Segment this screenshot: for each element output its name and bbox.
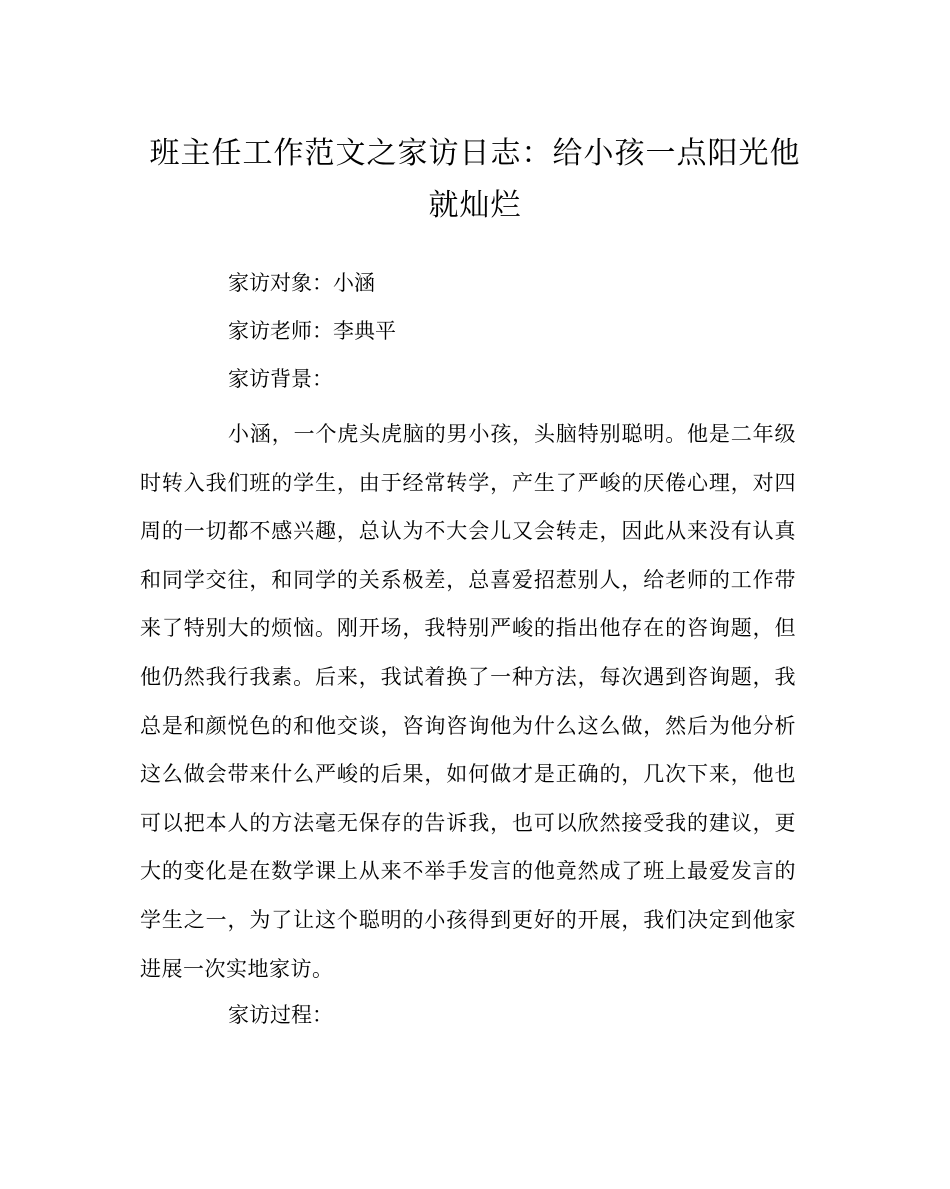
- process-heading: 家访过程：: [228, 1003, 333, 1027]
- visit-subject-line: 家访对象：小涵: [228, 271, 375, 295]
- background-heading: 家访背景：: [228, 367, 333, 391]
- document-title: 班主任工作范文之家访日志：给小孩一点阳光他就灿烂: [149, 136, 801, 223]
- visit-teacher-line: 家访老师：李典平: [228, 319, 396, 343]
- background-paragraph: 小涵，一个虎头虎脑的男小孩，头脑特别聪明。他是二年级时转入我们班的学生，由于经常转学，产生了严峻的厌倦心理，对四周的一切都不感兴趣，总认为不大会儿又会转走，因此从来没有认真和同学交往，和同学的关系极差，总喜爱招惹别人，给老师的工作带来了特别大的烦恼。刚开场，我特别严峻的指出他存在的咨询题，但他仍然我行我素。后来，我试着换了一种方法，每次遇到咨询题，我总是和颜悦色的和他交谈，咨询咨询他为什么这么做，然后为他分析这么做会带来什么严峻的后果，如何做才是正确的，几次下来，他也可以把本人的方法毫无保存的告诉我，也可以欣然接受我的建议，更大的变化是在数学课上从来不举手发言的他竟然成了班上最爱发言的学生之一，为了让这个聪明的小孩得到更好的开展，我们决定到他家进展一次实地家访。: [140, 422, 796, 981]
